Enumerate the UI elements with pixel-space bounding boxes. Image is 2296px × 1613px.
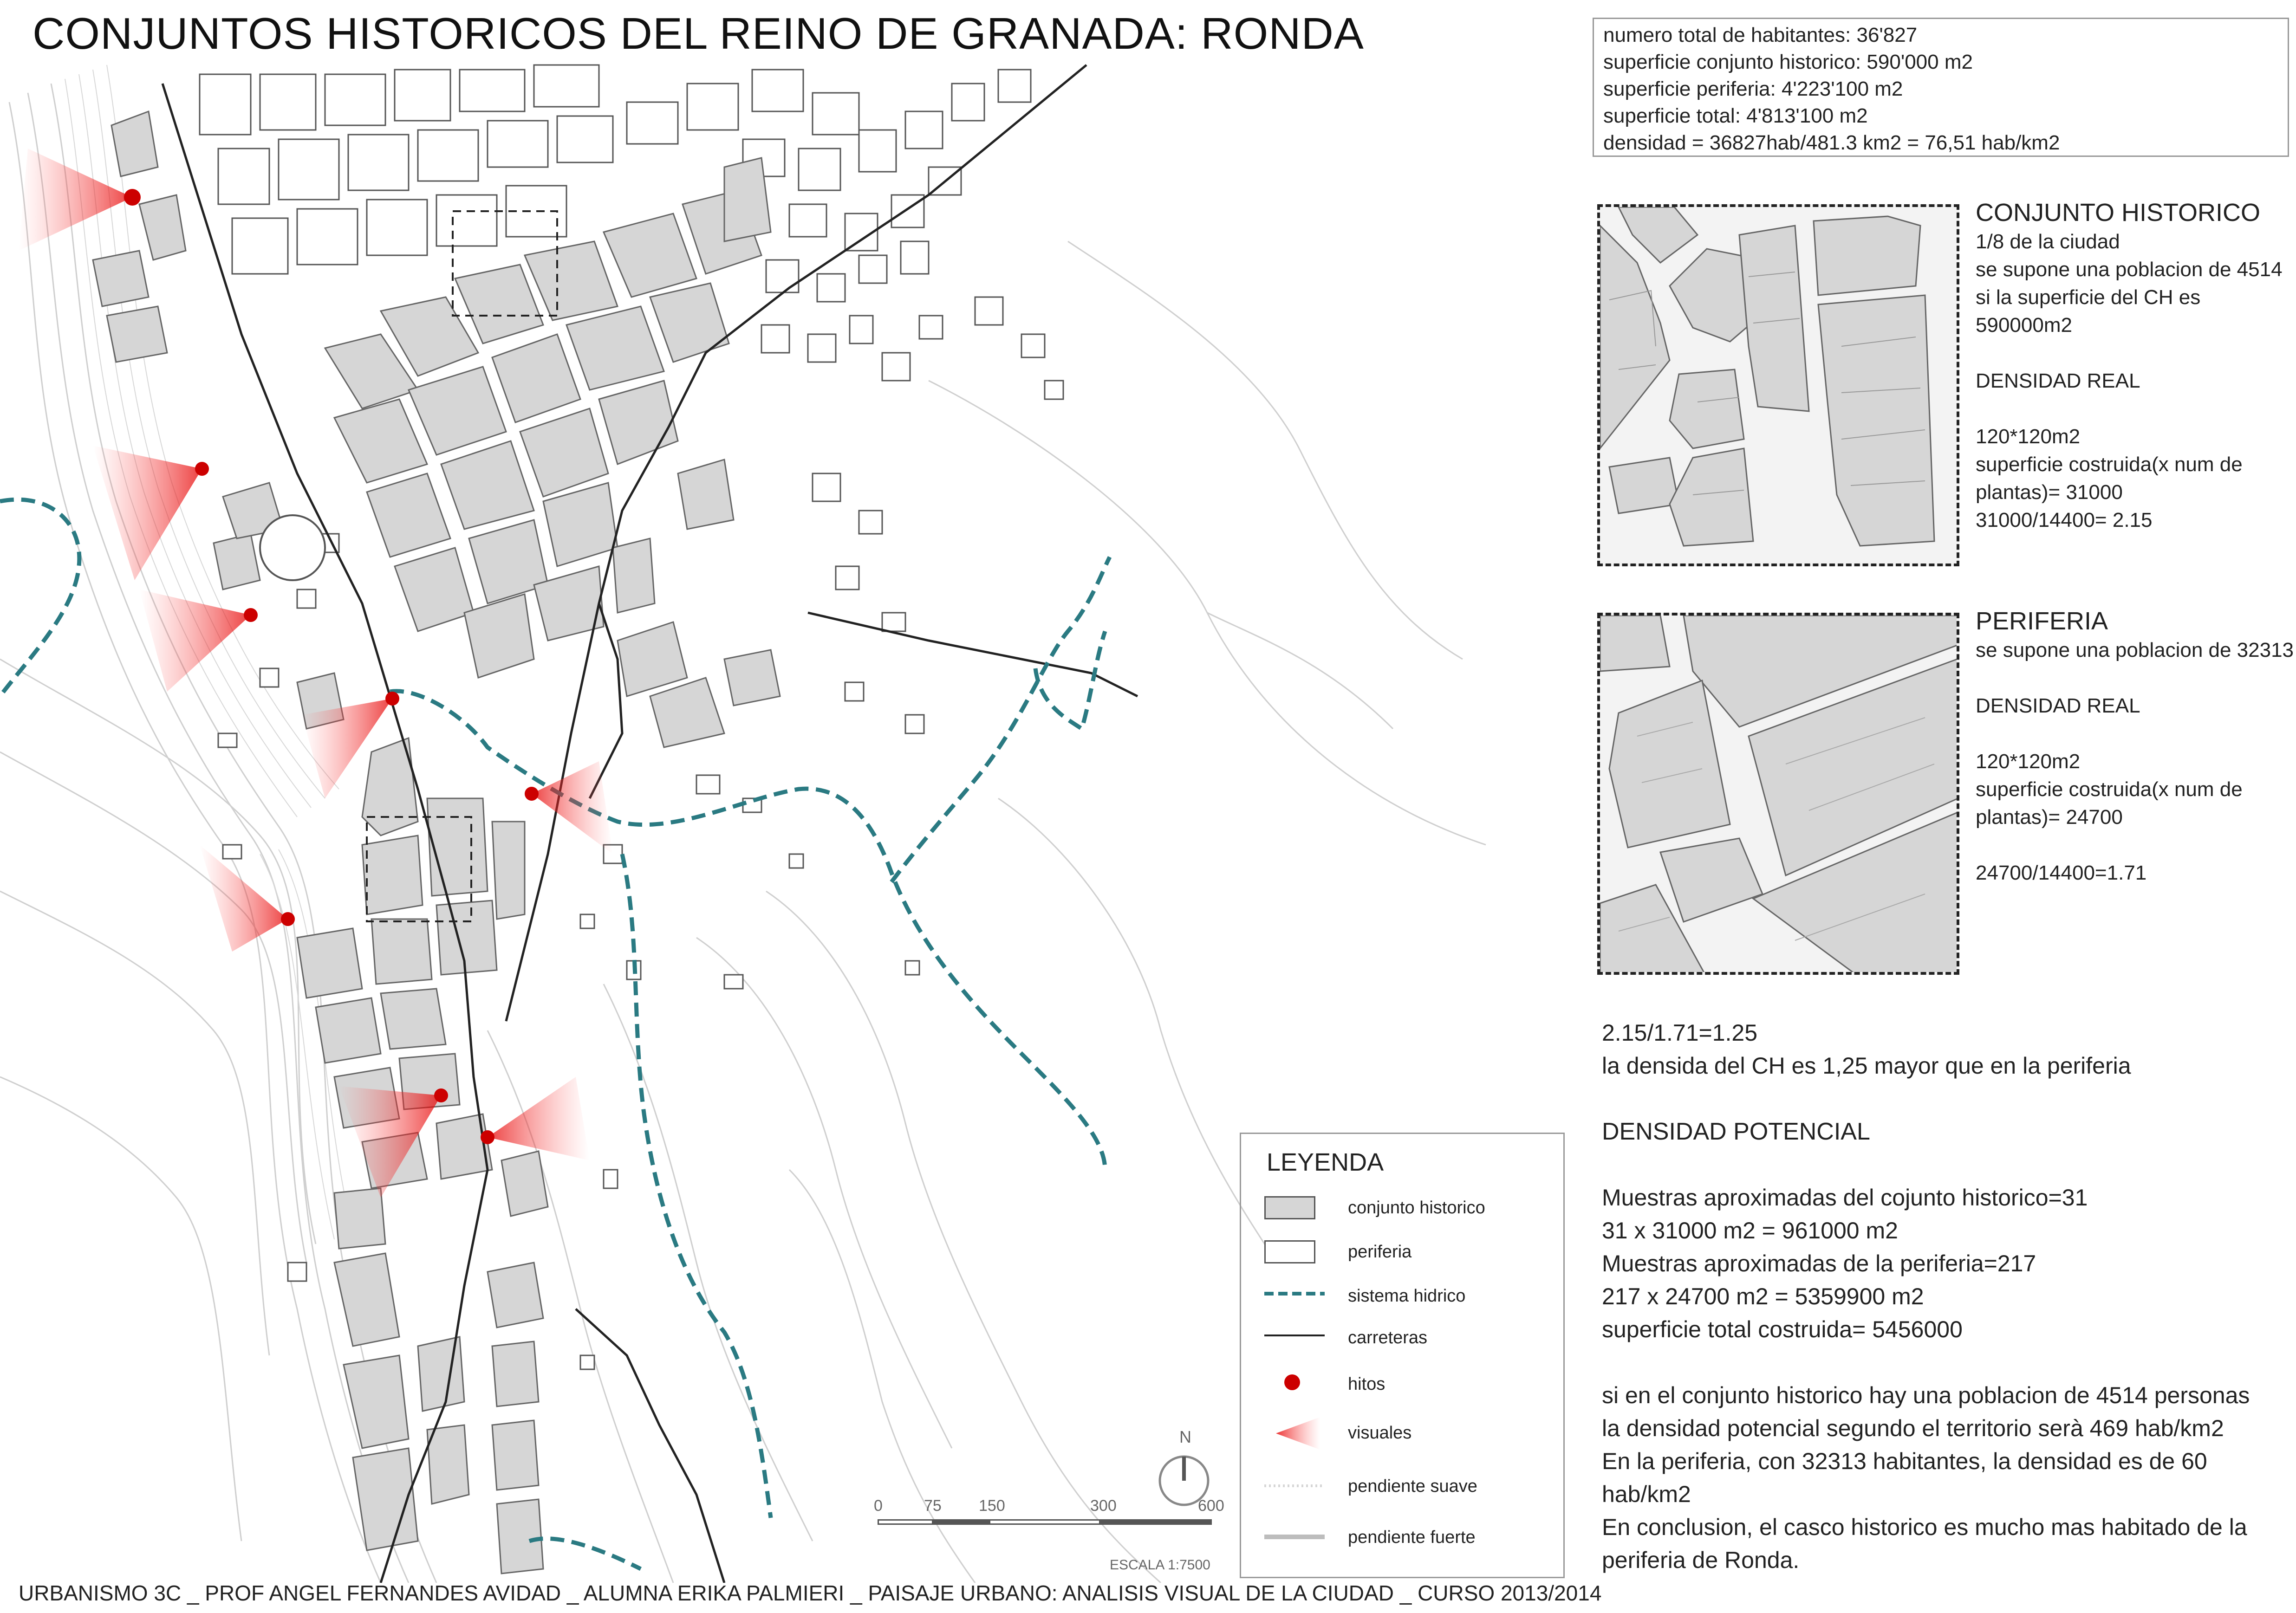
- text-line: se supone una poblacion de 32313: [1976, 639, 2294, 661]
- scale-segment: [933, 1519, 989, 1525]
- stat-line: superficie periferia: 4'223'100 m2: [1603, 78, 1903, 100]
- text-line: [1976, 339, 2283, 367]
- visual-cone-icon: [1269, 1415, 1325, 1452]
- legend-label: sistema hidrico: [1348, 1286, 1466, 1306]
- red-dot-icon: [1281, 1371, 1304, 1394]
- text-line: En la periferia, con 32313 habitantes, la densidad es de 60: [1602, 1448, 2207, 1474]
- text-line: 120*120m2: [1976, 425, 2081, 448]
- periferia-heading: PERIFERIA: [1976, 607, 2108, 635]
- scale-segment: [989, 1519, 1100, 1525]
- text-line: 24700/14400=1.71: [1976, 862, 2147, 884]
- text-line: 31000/14400= 2.15: [1976, 509, 2153, 531]
- legend-item: [1241, 1468, 1566, 1505]
- page-title: CONJUNTOS HISTORICOS DEL REINO DE GRANADA: RONDA: [33, 9, 1364, 58]
- text-line: se supone una poblacion de 4514: [1976, 258, 2283, 281]
- text-line: si en el conjunto historico hay una poblacion de 4514 personas: [1602, 1382, 2250, 1408]
- text-line: En conclusion, el casco historico es mucho mas habitado de la: [1602, 1514, 2247, 1540]
- potential-density-heading: DENSIDAD POTENCIAL: [1602, 1118, 1870, 1145]
- hito-marker: [281, 912, 295, 926]
- legend-label: periferia: [1348, 1242, 1412, 1262]
- hito-marker: [434, 1088, 448, 1102]
- conjunto-historico-sample: [1597, 204, 1959, 566]
- scale-tick-label: 600: [1198, 1497, 1224, 1515]
- stat-line: superficie total: 4'813'100 m2: [1603, 104, 1868, 127]
- text-line: [1976, 395, 2283, 423]
- periferia-sample: [1597, 613, 1959, 975]
- legend-item: [1241, 1415, 1566, 1452]
- scale-tick-label: 75: [924, 1497, 942, 1515]
- text-line: plantas)= 24700: [1976, 806, 2123, 829]
- text-line: DENSIDAD REAL: [1976, 694, 2140, 717]
- text-line: 590000m2: [1976, 314, 2072, 337]
- text-line: Muestras aproximadas del cojunto historico=31: [1602, 1185, 2088, 1211]
- stat-line: superficie conjunto historico: 590'000 m2: [1603, 51, 1973, 73]
- density-analysis: [1602, 1017, 2284, 1577]
- scale-tick-label: 0: [874, 1497, 883, 1515]
- text-line: la densidad potencial segundo el territorio serà 469 hab/km2: [1602, 1415, 2224, 1441]
- legend-label: pendiente fuerte: [1348, 1528, 1476, 1547]
- conjunto-historico-text: [1976, 197, 2283, 534]
- periferia-text: [1976, 606, 2294, 887]
- hito-marker: [195, 462, 209, 476]
- dashed-line-icon: [1264, 1289, 1325, 1298]
- text-line: periferia de Ronda.: [1602, 1547, 1800, 1573]
- text-line: [1976, 664, 2294, 692]
- text-line: [1976, 831, 2294, 859]
- gray-line-icon: [1264, 1532, 1325, 1542]
- text-line: plantas)= 31000: [1976, 481, 2123, 504]
- text-line: superficie costruida(x num de: [1976, 453, 2243, 476]
- footer-credits: URBANISMO 3C _ PROF ANGEL FERNANDES AVIDAD _ ALUMNA ERIKA PALMIERI _ PAISAJE URBANO: ANALISIS VISUAL DE LA CIUDAD _ CURSO 2013/2014: [19, 1581, 1602, 1605]
- text-line: 217 x 24700 m2 = 5359900 m2: [1602, 1283, 1924, 1309]
- stat-line: densidad = 36827hab/481.3 km2 = 76,51 hab/km2: [1603, 131, 2060, 154]
- legend-label: conjunto historico: [1348, 1198, 1485, 1218]
- gray-box-icon: [1264, 1196, 1315, 1219]
- legend-label: visuales: [1348, 1423, 1412, 1443]
- text-line: 1/8 de la ciudad: [1976, 230, 2120, 253]
- ratio-text: la densida del CH es 1,25 mayor que en la periferia: [1602, 1053, 2131, 1079]
- legend-item: [1241, 1190, 1566, 1227]
- legend-item: [1241, 1278, 1566, 1315]
- line-icon: [1264, 1331, 1325, 1340]
- legend-item: [1241, 1320, 1566, 1357]
- scale-bar: [874, 1497, 1224, 1525]
- legend-label: hitos: [1348, 1374, 1385, 1394]
- legend: [1240, 1133, 1565, 1578]
- bullring: [260, 515, 325, 580]
- text-line: 120*120m2: [1976, 750, 2081, 773]
- north-label: N: [1179, 1427, 1191, 1446]
- legend-item: [1241, 1519, 1566, 1556]
- scale-tick-label: 300: [1090, 1497, 1117, 1515]
- text-line: superficie total costruida= 5456000: [1602, 1316, 1963, 1342]
- scale-segment: [1100, 1519, 1212, 1525]
- text-line: DENSIDAD REAL: [1976, 369, 2140, 392]
- legend-item: [1241, 1234, 1566, 1271]
- scale-label: ESCALA 1:7500: [1110, 1557, 1210, 1573]
- legend-title: LEYENDA: [1267, 1148, 1384, 1176]
- text-line: superficie costruida(x num de: [1976, 778, 2243, 801]
- light-hatch-icon: [1264, 1481, 1325, 1490]
- legend-label: pendiente suave: [1348, 1477, 1477, 1496]
- text-line: si la superficie del CH es: [1976, 286, 2201, 309]
- legend-label: carreteras: [1348, 1328, 1428, 1347]
- legend-item: [1241, 1366, 1566, 1403]
- stat-line: numero total de habitantes: 36'827: [1603, 24, 1918, 46]
- hito-marker: [124, 189, 141, 206]
- text-line: [1976, 720, 2294, 748]
- text-line: Muestras aproximadas de la periferia=217: [1602, 1250, 2036, 1276]
- scale-segment: [878, 1519, 933, 1525]
- hito-marker: [385, 692, 399, 706]
- scale-tick-label: 150: [979, 1497, 1005, 1515]
- conjunto-historico-blocks: [93, 111, 780, 1574]
- hito-marker: [525, 787, 539, 801]
- stats-box: [1593, 18, 2289, 157]
- text-line: hab/km2: [1602, 1481, 1691, 1507]
- ratio-line: 2.15/1.71=1.25: [1602, 1020, 1758, 1046]
- hito-marker: [481, 1130, 494, 1144]
- white-box-icon: [1264, 1240, 1315, 1263]
- conjunto-historico-heading: CONJUNTO HISTORICO: [1976, 199, 2261, 227]
- text-line: 31 x 31000 m2 = 961000 m2: [1602, 1218, 1898, 1244]
- hito-marker: [244, 608, 258, 622]
